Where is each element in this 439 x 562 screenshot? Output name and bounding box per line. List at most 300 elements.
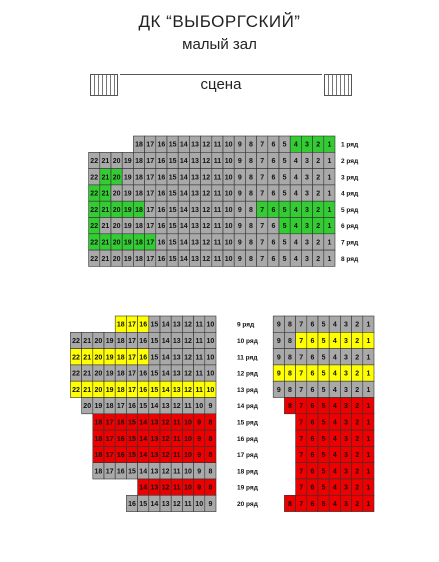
seat-1-ряд-main-16[interactable]	[156, 136, 167, 152]
seat-10-ряд-left-13[interactable]	[171, 332, 182, 348]
seat-9-ряд-right-1[interactable]	[363, 316, 374, 332]
seat-1-ряд-main-8[interactable]	[245, 136, 256, 152]
seat-12-ряд-right-1[interactable]	[363, 365, 374, 381]
seat-7-ряд-main-11[interactable]	[212, 234, 223, 250]
seat-17-ряд-left-12[interactable]	[160, 446, 171, 462]
seat-6-ряд-main-17[interactable]	[145, 218, 156, 234]
seat-5-ряд-main-7[interactable]	[257, 201, 268, 217]
seat-20-ряд-right-8[interactable]	[284, 495, 295, 511]
seat-2-ряд-main-22[interactable]	[89, 152, 100, 168]
seat-3-ряд-main-11[interactable]	[212, 169, 223, 185]
seat-17-ряд-left-11[interactable]	[171, 446, 182, 462]
seat-18-ряд-right-3[interactable]	[340, 463, 351, 479]
seat-20-ряд-right-7[interactable]	[296, 495, 307, 511]
seat-20-ряд-left-11[interactable]	[182, 495, 193, 511]
seat-7-ряд-main-17[interactable]	[145, 234, 156, 250]
seat-17-ряд-left-14[interactable]	[138, 446, 149, 462]
seat-6-ряд-main-1[interactable]	[324, 218, 335, 234]
seat-10-ряд-left-21[interactable]	[82, 332, 93, 348]
seat-9-ряд-right-5[interactable]	[318, 316, 329, 332]
seat-3-ряд-main-9[interactable]	[234, 169, 245, 185]
seat-3-ряд-main-22[interactable]	[89, 169, 100, 185]
seat-16-ряд-right-7[interactable]	[296, 430, 307, 446]
seat-10-ряд-left-15[interactable]	[149, 332, 160, 348]
seat-15-ряд-left-18[interactable]	[93, 414, 104, 430]
seat-16-ряд-left-15[interactable]	[126, 430, 137, 446]
seat-13-ряд-left-17[interactable]	[126, 381, 137, 397]
seat-1-ряд-main-11[interactable]	[212, 136, 223, 152]
seat-12-ряд-right-5[interactable]	[318, 365, 329, 381]
seat-11-ряд-left-16[interactable]	[138, 349, 149, 365]
seat-8-ряд-main-18[interactable]	[133, 250, 144, 266]
seat-6-ряд-main-11[interactable]	[212, 218, 223, 234]
seat-16-ряд-left-9[interactable]	[194, 430, 205, 446]
seat-1-ряд-main-5[interactable]	[279, 136, 290, 152]
seat-10-ряд-left-22[interactable]	[70, 332, 81, 348]
seat-19-ряд-right-6[interactable]	[307, 479, 318, 495]
seat-4-ряд-main-11[interactable]	[212, 185, 223, 201]
seat-17-ряд-left-15[interactable]	[126, 446, 137, 462]
seat-2-ряд-main-2[interactable]	[313, 152, 324, 168]
seat-20-ряд-left-13[interactable]	[160, 495, 171, 511]
seat-2-ряд-main-11[interactable]	[212, 152, 223, 168]
seat-18-ряд-left-17[interactable]	[104, 463, 115, 479]
seat-13-ряд-left-21[interactable]	[82, 381, 93, 397]
seat-12-ряд-right-8[interactable]	[284, 365, 295, 381]
seat-11-ряд-right-6[interactable]	[307, 349, 318, 365]
seat-15-ряд-right-2[interactable]	[352, 414, 363, 430]
seat-8-ряд-main-2[interactable]	[313, 250, 324, 266]
seat-17-ряд-left-16[interactable]	[115, 446, 126, 462]
seat-13-ряд-right-2[interactable]	[352, 381, 363, 397]
seat-3-ряд-main-13[interactable]	[189, 169, 200, 185]
seat-20-ряд-right-5[interactable]	[318, 495, 329, 511]
seat-18-ряд-left-16[interactable]	[115, 463, 126, 479]
seat-14-ряд-right-4[interactable]	[329, 398, 340, 414]
seat-7-ряд-main-14[interactable]	[178, 234, 189, 250]
seat-11-ряд-left-22[interactable]	[70, 349, 81, 365]
seat-16-ряд-right-6[interactable]	[307, 430, 318, 446]
seat-2-ряд-main-4[interactable]	[290, 152, 301, 168]
seat-9-ряд-left-12[interactable]	[182, 316, 193, 332]
seat-8-ряд-main-11[interactable]	[212, 250, 223, 266]
seat-5-ряд-main-4[interactable]	[290, 201, 301, 217]
seat-8-ряд-main-1[interactable]	[324, 250, 335, 266]
seat-13-ряд-left-13[interactable]	[171, 381, 182, 397]
seat-4-ряд-main-2[interactable]	[313, 185, 324, 201]
seat-9-ряд-right-2[interactable]	[352, 316, 363, 332]
seat-16-ряд-left-16[interactable]	[115, 430, 126, 446]
seat-13-ряд-right-5[interactable]	[318, 381, 329, 397]
seat-12-ряд-right-3[interactable]	[340, 365, 351, 381]
seat-2-ряд-main-20[interactable]	[111, 152, 122, 168]
seat-17-ряд-left-9[interactable]	[194, 446, 205, 462]
seat-13-ряд-right-9[interactable]	[273, 381, 284, 397]
seat-5-ряд-main-15[interactable]	[167, 201, 178, 217]
seat-11-ряд-right-8[interactable]	[284, 349, 295, 365]
seat-6-ряд-main-20[interactable]	[111, 218, 122, 234]
seat-12-ряд-left-22[interactable]	[70, 365, 81, 381]
seat-7-ряд-main-5[interactable]	[279, 234, 290, 250]
seat-3-ряд-main-4[interactable]	[290, 169, 301, 185]
seat-9-ряд-right-3[interactable]	[340, 316, 351, 332]
seat-3-ряд-main-5[interactable]	[279, 169, 290, 185]
seat-17-ряд-left-18[interactable]	[93, 446, 104, 462]
seat-12-ряд-left-12[interactable]	[182, 365, 193, 381]
seat-3-ряд-main-16[interactable]	[156, 169, 167, 185]
seat-18-ряд-right-2[interactable]	[352, 463, 363, 479]
seat-7-ряд-main-4[interactable]	[290, 234, 301, 250]
seat-8-ряд-main-8[interactable]	[245, 250, 256, 266]
seat-5-ряд-main-20[interactable]	[111, 201, 122, 217]
seat-10-ряд-right-8[interactable]	[284, 332, 295, 348]
seat-5-ряд-main-19[interactable]	[122, 201, 133, 217]
seat-6-ряд-main-6[interactable]	[268, 218, 279, 234]
seat-6-ряд-main-4[interactable]	[290, 218, 301, 234]
seat-15-ряд-left-16[interactable]	[115, 414, 126, 430]
seat-1-ряд-main-3[interactable]	[301, 136, 312, 152]
seat-14-ряд-left-15[interactable]	[138, 398, 149, 414]
seat-1-ряд-main-12[interactable]	[201, 136, 212, 152]
seat-19-ряд-right-7[interactable]	[296, 479, 307, 495]
seat-6-ряд-main-22[interactable]	[89, 218, 100, 234]
seat-11-ряд-left-18[interactable]	[115, 349, 126, 365]
seat-7-ряд-main-20[interactable]	[111, 234, 122, 250]
seat-3-ряд-main-14[interactable]	[178, 169, 189, 185]
seat-13-ряд-left-10[interactable]	[205, 381, 216, 397]
seat-10-ряд-left-17[interactable]	[126, 332, 137, 348]
seat-3-ряд-main-7[interactable]	[257, 169, 268, 185]
seat-16-ряд-right-2[interactable]	[352, 430, 363, 446]
seat-13-ряд-left-19[interactable]	[104, 381, 115, 397]
seat-12-ряд-left-16[interactable]	[138, 365, 149, 381]
seat-1-ряд-main-13[interactable]	[189, 136, 200, 152]
seat-8-ряд-main-4[interactable]	[290, 250, 301, 266]
seat-4-ряд-main-5[interactable]	[279, 185, 290, 201]
seat-18-ряд-left-18[interactable]	[93, 463, 104, 479]
seat-7-ряд-main-1[interactable]	[324, 234, 335, 250]
seat-18-ряд-right-4[interactable]	[329, 463, 340, 479]
seat-13-ряд-right-7[interactable]	[296, 381, 307, 397]
seat-13-ряд-left-15[interactable]	[149, 381, 160, 397]
seat-20-ряд-left-15[interactable]	[138, 495, 149, 511]
seat-18-ряд-right-6[interactable]	[307, 463, 318, 479]
seat-7-ряд-main-7[interactable]	[257, 234, 268, 250]
seat-13-ряд-left-20[interactable]	[93, 381, 104, 397]
seat-2-ряд-main-15[interactable]	[167, 152, 178, 168]
seat-19-ряд-left-10[interactable]	[182, 479, 193, 495]
seat-15-ряд-right-1[interactable]	[363, 414, 374, 430]
seat-15-ряд-left-13[interactable]	[149, 414, 160, 430]
seat-7-ряд-main-8[interactable]	[245, 234, 256, 250]
seat-13-ряд-right-3[interactable]	[340, 381, 351, 397]
seat-2-ряд-main-9[interactable]	[234, 152, 245, 168]
seat-2-ряд-main-12[interactable]	[201, 152, 212, 168]
seat-8-ряд-main-20[interactable]	[111, 250, 122, 266]
seat-17-ряд-left-13[interactable]	[149, 446, 160, 462]
seat-19-ряд-left-9[interactable]	[194, 479, 205, 495]
seat-4-ряд-main-3[interactable]	[301, 185, 312, 201]
seat-12-ряд-right-7[interactable]	[296, 365, 307, 381]
seat-6-ряд-main-10[interactable]	[223, 218, 234, 234]
seat-14-ряд-left-13[interactable]	[160, 398, 171, 414]
seat-18-ряд-right-5[interactable]	[318, 463, 329, 479]
seat-10-ряд-left-10[interactable]	[205, 332, 216, 348]
seat-17-ряд-left-10[interactable]	[182, 446, 193, 462]
seat-15-ряд-left-17[interactable]	[104, 414, 115, 430]
seat-16-ряд-right-1[interactable]	[363, 430, 374, 446]
seat-12-ряд-left-14[interactable]	[160, 365, 171, 381]
seat-7-ряд-main-21[interactable]	[100, 234, 111, 250]
seat-9-ряд-right-4[interactable]	[329, 316, 340, 332]
seat-10-ряд-left-11[interactable]	[194, 332, 205, 348]
seat-8-ряд-main-22[interactable]	[89, 250, 100, 266]
seat-6-ряд-main-8[interactable]	[245, 218, 256, 234]
seat-4-ряд-main-4[interactable]	[290, 185, 301, 201]
seat-19-ряд-left-14[interactable]	[138, 479, 149, 495]
seat-18-ряд-left-9[interactable]	[194, 463, 205, 479]
seat-9-ряд-right-7[interactable]	[296, 316, 307, 332]
seat-4-ряд-main-9[interactable]	[234, 185, 245, 201]
seat-5-ряд-main-3[interactable]	[301, 201, 312, 217]
seat-1-ряд-main-9[interactable]	[234, 136, 245, 152]
seat-14-ряд-left-12[interactable]	[171, 398, 182, 414]
seat-17-ряд-right-5[interactable]	[318, 446, 329, 462]
seat-10-ряд-left-16[interactable]	[138, 332, 149, 348]
seat-13-ряд-right-6[interactable]	[307, 381, 318, 397]
seat-12-ряд-left-17[interactable]	[126, 365, 137, 381]
seat-14-ряд-left-20[interactable]	[82, 398, 93, 414]
seat-17-ряд-right-2[interactable]	[352, 446, 363, 462]
seat-8-ряд-main-15[interactable]	[167, 250, 178, 266]
seat-11-ряд-left-14[interactable]	[160, 349, 171, 365]
seat-1-ряд-main-1[interactable]	[324, 136, 335, 152]
seat-7-ряд-main-12[interactable]	[201, 234, 212, 250]
seat-18-ряд-left-11[interactable]	[171, 463, 182, 479]
seat-9-ряд-left-13[interactable]	[171, 316, 182, 332]
seat-5-ряд-main-17[interactable]	[145, 201, 156, 217]
seat-5-ряд-main-1[interactable]	[324, 201, 335, 217]
seat-1-ряд-main-18[interactable]	[133, 136, 144, 152]
seat-19-ряд-left-13[interactable]	[149, 479, 160, 495]
seat-15-ряд-left-12[interactable]	[160, 414, 171, 430]
seat-10-ряд-right-9[interactable]	[273, 332, 284, 348]
seat-20-ряд-left-14[interactable]	[149, 495, 160, 511]
seat-5-ряд-main-16[interactable]	[156, 201, 167, 217]
seat-9-ряд-left-11[interactable]	[194, 316, 205, 332]
seat-6-ряд-main-9[interactable]	[234, 218, 245, 234]
seat-13-ряд-left-14[interactable]	[160, 381, 171, 397]
seat-10-ряд-right-4[interactable]	[329, 332, 340, 348]
seat-4-ряд-main-7[interactable]	[257, 185, 268, 201]
seat-10-ряд-right-1[interactable]	[363, 332, 374, 348]
seat-4-ряд-main-20[interactable]	[111, 185, 122, 201]
seat-7-ряд-main-22[interactable]	[89, 234, 100, 250]
seat-3-ряд-main-6[interactable]	[268, 169, 279, 185]
seat-4-ряд-main-12[interactable]	[201, 185, 212, 201]
seat-3-ряд-main-8[interactable]	[245, 169, 256, 185]
seat-11-ряд-right-2[interactable]	[352, 349, 363, 365]
seat-2-ряд-main-19[interactable]	[122, 152, 133, 168]
seat-15-ряд-left-14[interactable]	[138, 414, 149, 430]
seat-11-ряд-left-12[interactable]	[182, 349, 193, 365]
seat-3-ряд-main-1[interactable]	[324, 169, 335, 185]
seat-14-ряд-left-10[interactable]	[194, 398, 205, 414]
seat-17-ряд-right-3[interactable]	[340, 446, 351, 462]
seat-13-ряд-left-18[interactable]	[115, 381, 126, 397]
seat-20-ряд-right-3[interactable]	[340, 495, 351, 511]
seat-3-ряд-main-18[interactable]	[133, 169, 144, 185]
seat-9-ряд-left-16[interactable]	[138, 316, 149, 332]
seat-1-ряд-main-4[interactable]	[290, 136, 301, 152]
seat-1-ряд-main-2[interactable]	[313, 136, 324, 152]
seat-8-ряд-main-13[interactable]	[189, 250, 200, 266]
seat-2-ряд-main-16[interactable]	[156, 152, 167, 168]
seat-13-ряд-right-1[interactable]	[363, 381, 374, 397]
seat-12-ряд-right-6[interactable]	[307, 365, 318, 381]
seat-2-ряд-main-10[interactable]	[223, 152, 234, 168]
seat-4-ряд-main-13[interactable]	[189, 185, 200, 201]
seat-12-ряд-left-15[interactable]	[149, 365, 160, 381]
seat-14-ряд-right-3[interactable]	[340, 398, 351, 414]
seat-17-ряд-right-6[interactable]	[307, 446, 318, 462]
seat-4-ряд-main-19[interactable]	[122, 185, 133, 201]
seat-1-ряд-main-17[interactable]	[145, 136, 156, 152]
seat-2-ряд-main-14[interactable]	[178, 152, 189, 168]
seat-19-ряд-right-1[interactable]	[363, 479, 374, 495]
seat-11-ряд-right-3[interactable]	[340, 349, 351, 365]
seat-7-ряд-main-9[interactable]	[234, 234, 245, 250]
seat-8-ряд-main-7[interactable]	[257, 250, 268, 266]
seat-12-ряд-right-9[interactable]	[273, 365, 284, 381]
seat-11-ряд-left-17[interactable]	[126, 349, 137, 365]
seat-6-ряд-main-21[interactable]	[100, 218, 111, 234]
seat-15-ряд-right-7[interactable]	[296, 414, 307, 430]
seat-3-ряд-main-12[interactable]	[201, 169, 212, 185]
seat-14-ряд-left-16[interactable]	[126, 398, 137, 414]
seat-9-ряд-left-15[interactable]	[149, 316, 160, 332]
seat-1-ряд-main-6[interactable]	[268, 136, 279, 152]
seat-13-ряд-left-11[interactable]	[194, 381, 205, 397]
seat-15-ряд-left-9[interactable]	[194, 414, 205, 430]
seat-3-ряд-main-17[interactable]	[145, 169, 156, 185]
seat-6-ряд-main-2[interactable]	[313, 218, 324, 234]
seat-19-ряд-left-12[interactable]	[160, 479, 171, 495]
seat-11-ряд-right-4[interactable]	[329, 349, 340, 365]
seat-8-ряд-main-6[interactable]	[268, 250, 279, 266]
seat-12-ряд-right-4[interactable]	[329, 365, 340, 381]
seat-3-ряд-main-19[interactable]	[122, 169, 133, 185]
seat-1-ряд-main-15[interactable]	[167, 136, 178, 152]
seat-11-ряд-left-10[interactable]	[205, 349, 216, 365]
seat-10-ряд-right-5[interactable]	[318, 332, 329, 348]
seat-20-ряд-right-1[interactable]	[363, 495, 374, 511]
seat-2-ряд-main-21[interactable]	[100, 152, 111, 168]
seat-2-ряд-main-7[interactable]	[257, 152, 268, 168]
seat-5-ряд-main-13[interactable]	[189, 201, 200, 217]
seat-16-ряд-left-14[interactable]	[138, 430, 149, 446]
seat-16-ряд-left-10[interactable]	[182, 430, 193, 446]
seat-14-ряд-right-1[interactable]	[363, 398, 374, 414]
seat-6-ряд-main-12[interactable]	[201, 218, 212, 234]
seat-14-ряд-left-9[interactable]	[205, 398, 216, 414]
seat-14-ряд-right-2[interactable]	[352, 398, 363, 414]
seat-13-ряд-left-16[interactable]	[138, 381, 149, 397]
seat-20-ряд-left-12[interactable]	[171, 495, 182, 511]
seat-13-ряд-right-4[interactable]	[329, 381, 340, 397]
seat-10-ряд-left-20[interactable]	[93, 332, 104, 348]
seat-15-ряд-left-8[interactable]	[205, 414, 216, 430]
seat-14-ряд-left-11[interactable]	[182, 398, 193, 414]
seat-5-ряд-main-5[interactable]	[279, 201, 290, 217]
seat-11-ряд-right-7[interactable]	[296, 349, 307, 365]
seat-3-ряд-main-20[interactable]	[111, 169, 122, 185]
seat-4-ряд-main-14[interactable]	[178, 185, 189, 201]
seat-6-ряд-main-19[interactable]	[122, 218, 133, 234]
seat-6-ряд-main-16[interactable]	[156, 218, 167, 234]
seat-11-ряд-left-11[interactable]	[194, 349, 205, 365]
seat-9-ряд-left-17[interactable]	[126, 316, 137, 332]
seat-4-ряд-main-8[interactable]	[245, 185, 256, 201]
seat-12-ряд-left-11[interactable]	[194, 365, 205, 381]
seat-7-ряд-main-15[interactable]	[167, 234, 178, 250]
seat-5-ряд-main-2[interactable]	[313, 201, 324, 217]
seat-2-ряд-main-13[interactable]	[189, 152, 200, 168]
seat-11-ряд-left-21[interactable]	[82, 349, 93, 365]
seat-14-ряд-left-19[interactable]	[93, 398, 104, 414]
seat-5-ряд-main-9[interactable]	[234, 201, 245, 217]
seat-4-ряд-main-1[interactable]	[324, 185, 335, 201]
seat-8-ряд-main-12[interactable]	[201, 250, 212, 266]
seat-2-ряд-main-5[interactable]	[279, 152, 290, 168]
seat-4-ряд-main-16[interactable]	[156, 185, 167, 201]
seat-16-ряд-left-13[interactable]	[149, 430, 160, 446]
seat-10-ряд-right-7[interactable]	[296, 332, 307, 348]
seat-16-ряд-left-8[interactable]	[205, 430, 216, 446]
seat-2-ряд-main-17[interactable]	[145, 152, 156, 168]
seat-9-ряд-left-14[interactable]	[160, 316, 171, 332]
seat-7-ряд-main-6[interactable]	[268, 234, 279, 250]
seat-17-ряд-left-17[interactable]	[104, 446, 115, 462]
seat-3-ряд-main-15[interactable]	[167, 169, 178, 185]
seat-6-ряд-main-15[interactable]	[167, 218, 178, 234]
seat-11-ряд-left-19[interactable]	[104, 349, 115, 365]
seat-12-ряд-left-20[interactable]	[93, 365, 104, 381]
seat-18-ряд-right-1[interactable]	[363, 463, 374, 479]
seat-8-ряд-main-9[interactable]	[234, 250, 245, 266]
seat-17-ряд-right-1[interactable]	[363, 446, 374, 462]
seat-5-ряд-main-22[interactable]	[89, 201, 100, 217]
seat-16-ряд-right-3[interactable]	[340, 430, 351, 446]
seat-8-ряд-main-5[interactable]	[279, 250, 290, 266]
seat-20-ряд-left-9[interactable]	[205, 495, 216, 511]
seat-8-ряд-main-21[interactable]	[100, 250, 111, 266]
seat-11-ряд-left-15[interactable]	[149, 349, 160, 365]
seat-20-ряд-right-4[interactable]	[329, 495, 340, 511]
seat-13-ряд-left-22[interactable]	[70, 381, 81, 397]
seat-10-ряд-left-18[interactable]	[115, 332, 126, 348]
seat-16-ряд-right-5[interactable]	[318, 430, 329, 446]
seat-18-ряд-left-10[interactable]	[182, 463, 193, 479]
seat-16-ряд-right-4[interactable]	[329, 430, 340, 446]
seat-9-ряд-right-9[interactable]	[273, 316, 284, 332]
seat-14-ряд-left-18[interactable]	[104, 398, 115, 414]
seat-4-ряд-main-22[interactable]	[89, 185, 100, 201]
seat-5-ряд-main-12[interactable]	[201, 201, 212, 217]
seat-9-ряд-left-10[interactable]	[205, 316, 216, 332]
seat-7-ряд-main-10[interactable]	[223, 234, 234, 250]
seat-5-ряд-main-21[interactable]	[100, 201, 111, 217]
